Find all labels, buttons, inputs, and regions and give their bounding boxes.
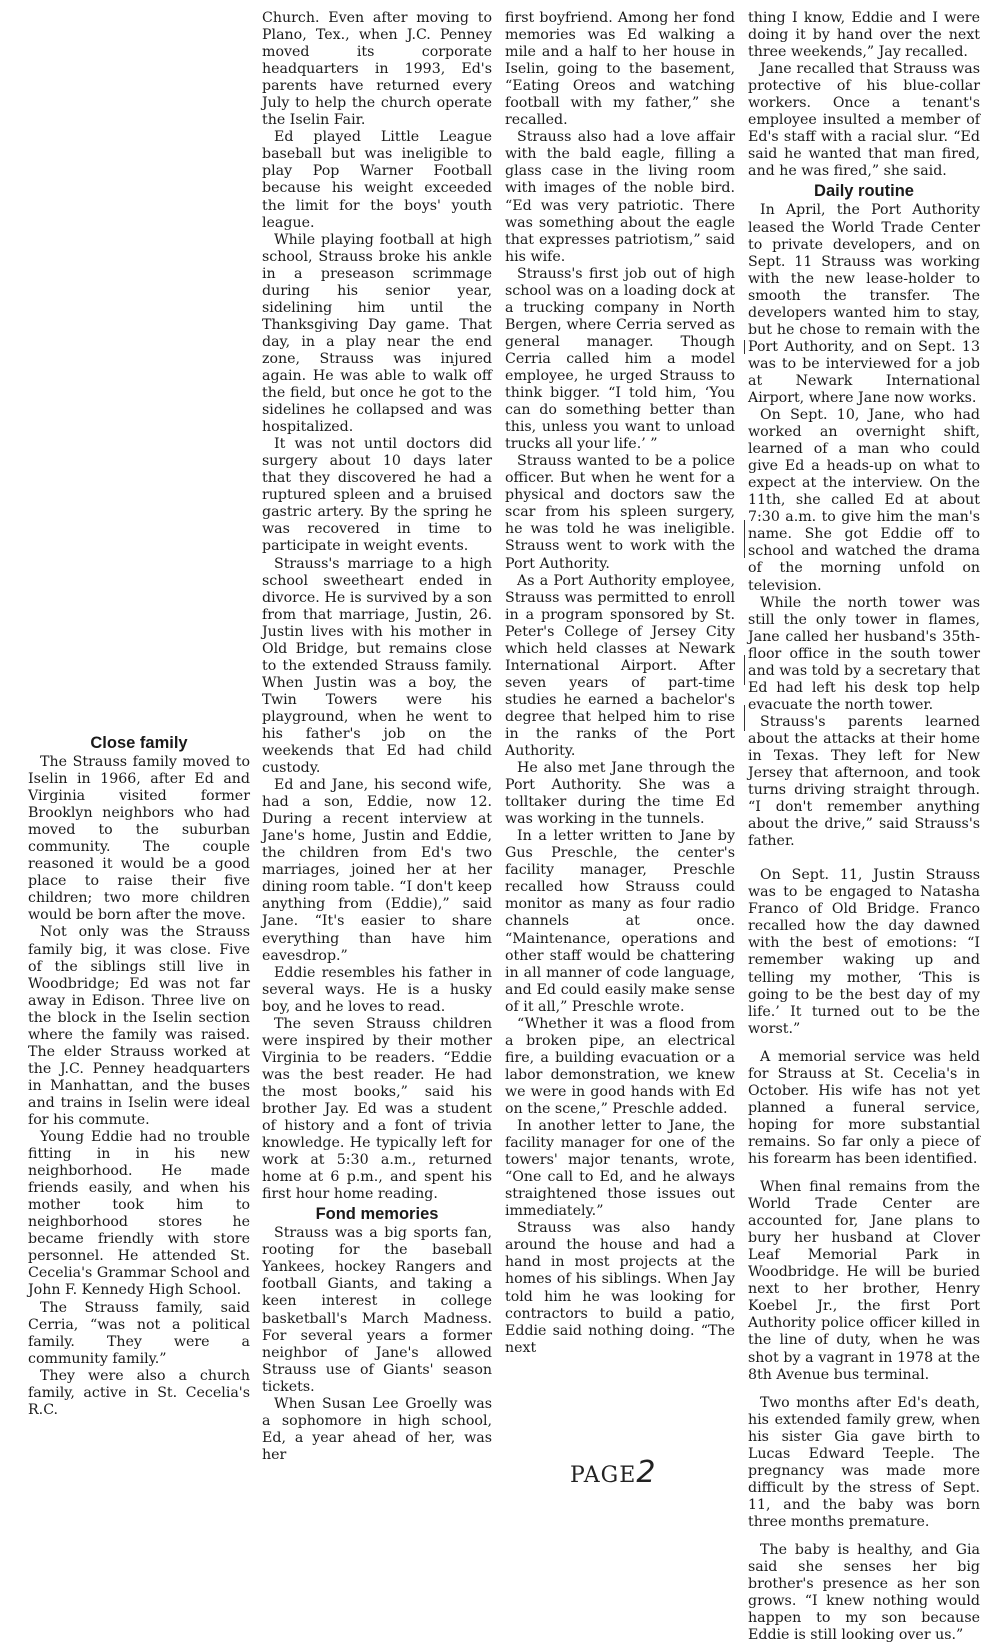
paragraph: Jane recalled that Strauss was protective of his blue-collar workers. Once a tenant's employee insulted a member of Ed's staff with a racial slur. “Ed said he wanted that man fired, and he was fired,” she said. (748, 61, 980, 180)
paragraph: While playing football at high school, Strauss broke his ankle in a preseason scrimmage during his senior year, sidelining him until the Thanksgiving Day game. That day, in a play near the end zone, Strauss was injured again. He was able to walk off the field, but once he got to the sidelines he collapsed and was hospitalized. (262, 231, 492, 436)
paragraph: Church. Even after moving to Plano, Tex., when J.C. Penney moved its corporate headquarters in 1993, Ed's parents have returned every July to help the church operate the Iselin Fair. (262, 10, 492, 129)
paragraph: On Sept. 10, Jane, who had worked an overnight shift, learned of a man who could give Ed a heads-up on what to expect at the interview. On the 11th, she called Ed at about 7:30 a.m. to give him the man's name. She got Eddie off to school and watched the drama of the morning unfold on television. (748, 407, 980, 594)
paragraph: Strauss's parents learned about the attacks at their home in Texas. They left for New Jersey that afternoon, and took turns driving straight through. “I don't remember anything about the drive,” said Strauss's father. (748, 713, 980, 850)
section-heading-fond-memories: Fond memories (315, 1205, 439, 1224)
paragraph: Young Eddie had no trouble fitting in in his new neighborhood. He made friends easily, and when his mother took him to neighborhood stores he became friendly with store personnel. He attended St. Cecelia's Grammar School and John F. Kennedy High School. (28, 1129, 250, 1299)
paragraph: Eddie resembles his father in several ways. He is a husky boy, and he loves to read. (262, 964, 492, 1015)
paragraph: As a Port Authority employee, Strauss was permitted to enroll in a program sponsored by St. Peter's College of Jersey City which held classes at Newark International Airport. After seven years of part-time studies he earned a bachelor's degree that helped him to rise in the ranks of the Port Authority. (505, 572, 735, 760)
paragraph: On Sept. 11, Justin Strauss was to be engaged to Natasha Franco of Old Bridge. Franco recalled how the day dawned with the best of emotions: “I remember waking up and telling my mother, ‘This is going to be the best day of my life.’ It turned out to be the worst.” (748, 867, 980, 1037)
paragraph: “Whether it was a flood from a broken pipe, an electrical fire, a building evacuation or a labor demonstration, we knew we were in good hands with Ed on the scene,” Preschle added. (505, 1015, 735, 1117)
article-column-4 (748, 10, 980, 1644)
paragraph: A memorial service was held for Strauss at St. Cecelia's in October. His wife has not yet planned a funeral service, hoping for more substantial remains. So far only a piece of his forearm has been identified. (748, 1048, 980, 1167)
paragraph: thing I know, Eddie and I were doing it by hand over the next three weekends,” Jay recalled. (748, 10, 980, 61)
paragraph: Ed played Little League baseball but was ineligible to play Pop Warner Football because his weight exceeded the limit for the boys' youth league. (262, 129, 492, 231)
paragraph: In another letter to Jane, the facility manager for one of the towers' major tenants, wrote, “One call to Ed, and he always straightened those issues out immediately.” (505, 1118, 735, 1220)
paragraph: Strauss wanted to be a police officer. But when he went for a physical and doctors saw the scar from his spleen surgery, he was told he was ineligible. Strauss went to work with the Port Authority. (505, 453, 735, 572)
page-mark-word: PAGE (570, 1463, 637, 1488)
page-mark-digit: 2 (636, 1455, 657, 1490)
paragraph: He also met Jane through the Port Authority. She was a tolltaker during the time Ed was working in the tunnels. (505, 760, 735, 828)
paragraph: It was not until doctors did surgery about 10 days later that they discovered he had a ruptured spleen and a bruised gastric artery. By the spring he was recovered in time to participate in weight events. (262, 436, 492, 555)
paragraph: first boyfriend. Among her fond memories was Ed walking a mile and a half to her house in Iselin, going to the basement, “Eating Oreos and watching football with my father,” she recalled. (505, 10, 735, 129)
paragraph: Strauss's first job out of high school was on a loading dock at a trucking company in North Bergen, where Cerria served as general manager. Though Cerria called him a model employee, he urged Strauss to think bigger. “I told him, ‘You can do something better than this, unless you want to unload trucks all your life.’ ” (505, 265, 735, 453)
section-heading-daily-routine: Daily routine (814, 182, 914, 201)
paragraph: Strauss also had a love affair with the bald eagle, filling a glass case in the living room with images of the noble bird. “Ed was very patriotic. There was something about the eagle that expresses patriotism,” said his wife. (505, 129, 735, 265)
article-column-3 (505, 10, 735, 1357)
margin-mark (744, 655, 745, 685)
paragraph: When final remains from the World Trade Center are accounted for, Jane plans to bury her husband at Clover Leaf Memorial Park in Woodbridge. He will be buried next to her brother, Henry Koebel Jr., the first Port Authority police officer killed in the line of duty, when he was shot by a vagrant in 1978 at the 8th Avenue bus terminal. (748, 1179, 980, 1383)
article-column-2 (262, 10, 492, 1464)
paragraph: Two months after Ed's death, his extended family grew, when his sister Gia gave birth to Lucas Edward Teeple. The pregnancy was made more difficult by the stress of Sept. 11, and the baby was born three months premature. (748, 1394, 980, 1530)
margin-mark (744, 520, 745, 558)
paragraph: The baby is healthy, and Gia said she senses her big brother's presence as her son grows. “I knew nothing would happen to my son because Eddie is still looking over us.” (748, 1541, 980, 1644)
paragraph: Strauss was also handy around the house and had a hand in most projects at the homes of his siblings. When Jay told him he was looking for contractors to build a patio, Eddie said nothing doing. “The next (505, 1220, 735, 1356)
handwritten-page-mark (570, 1455, 656, 1490)
paragraph: In a letter written to Jane by Gus Preschle, the center's facility manager, Preschle recalled how Strauss could monitor as many as four radio channels at once. “Maintenance, operations and other staff would be chattering in all manner of code language, and Ed could easily make sense of it all,” Preschle wrote. (505, 828, 735, 1015)
paragraph: The seven Strauss children were inspired by their mother Virginia to be readers. “Eddie was the best reader. He had the most books,” said his brother Jay. Ed was a student of history and a font of trivia knowledge. He typically left for work at 5:30 a.m., returned home at 6 p.m., and spent his first hour home reading. (262, 1015, 492, 1203)
paragraph: Strauss's marriage to a high school sweetheart ended in divorce. He is survived by a son from that marriage, Justin, 26. Justin lives with his mother in Old Bridge, but remains close to the extended Strauss family. When Justin was a boy, the Twin Towers were his playground, when he went to his father's job on the weekends that Ed had child custody. (262, 555, 492, 777)
paragraph: When Susan Lee Groelly was a sophomore in high school, Ed, a year ahead of her, was her (262, 1395, 492, 1463)
paragraph: The Strauss family moved to Iselin in 1966, after Ed and Virginia visited former Brooklyn neighbors who had moved to the suburban community. The couple reasoned it would be a good place to raise their five children; two more children would be born after the move. (28, 754, 250, 924)
paragraph: While the north tower was still the only tower in flames, Jane called her husband's 35th-floor office in the south tower and was told by a secretary that Ed had left his desk top help evacuate the north tower. (748, 594, 980, 713)
paragraph: They were also a church family, active in St. Cecelia's R.C. (28, 1367, 250, 1418)
paragraph: Ed and Jane, his second wife, had a son, Eddie, now 12. During a recent interview at Jane's home, Justin and Eddie, the children from Ed's two marriages, joined her at her dining room table. “I don't keep anything from (Eddie),” said Jane. “It's easier to share everything than have him eavesdrop.” (262, 777, 492, 964)
margin-mark (744, 705, 745, 731)
paragraph: Not only was the Strauss family big, it was close. Five of the siblings still live in Woodbridge; Ed was not far away in Edison. Three live on the block in the Iselin section where the family was raised. The elder Strauss worked at the J.C. Penney headquarters in Manhattan, and the buses and trains in Iselin were ideal for his commute. (28, 924, 250, 1128)
paragraph: The Strauss family, said Cerria, “was not a political family. They were a community family.” (28, 1299, 250, 1367)
margin-mark (744, 340, 745, 354)
paragraph: In April, the Port Authority leased the World Trade Center to private developers, and on Sept. 11 Strauss was working with the new lease-holder to smooth the transfer. The developers wanted him to stay, but he chose to remain with the Port Authority, and on Sept. 13 was to be interviewed for a job at Newark International Airport, where Jane now works. (748, 202, 980, 406)
article-column-1 (28, 732, 250, 1419)
paragraph: Strauss was a big sports fan, rooting for the baseball Yankees, hockey Rangers and football Giants, and taking a keen interest in college basketball's March Madness. For several years a former neighbor of Jane's allowed Strauss use of Giants' season tickets. (262, 1225, 492, 1395)
section-heading-close-family: Close family (90, 734, 188, 752)
